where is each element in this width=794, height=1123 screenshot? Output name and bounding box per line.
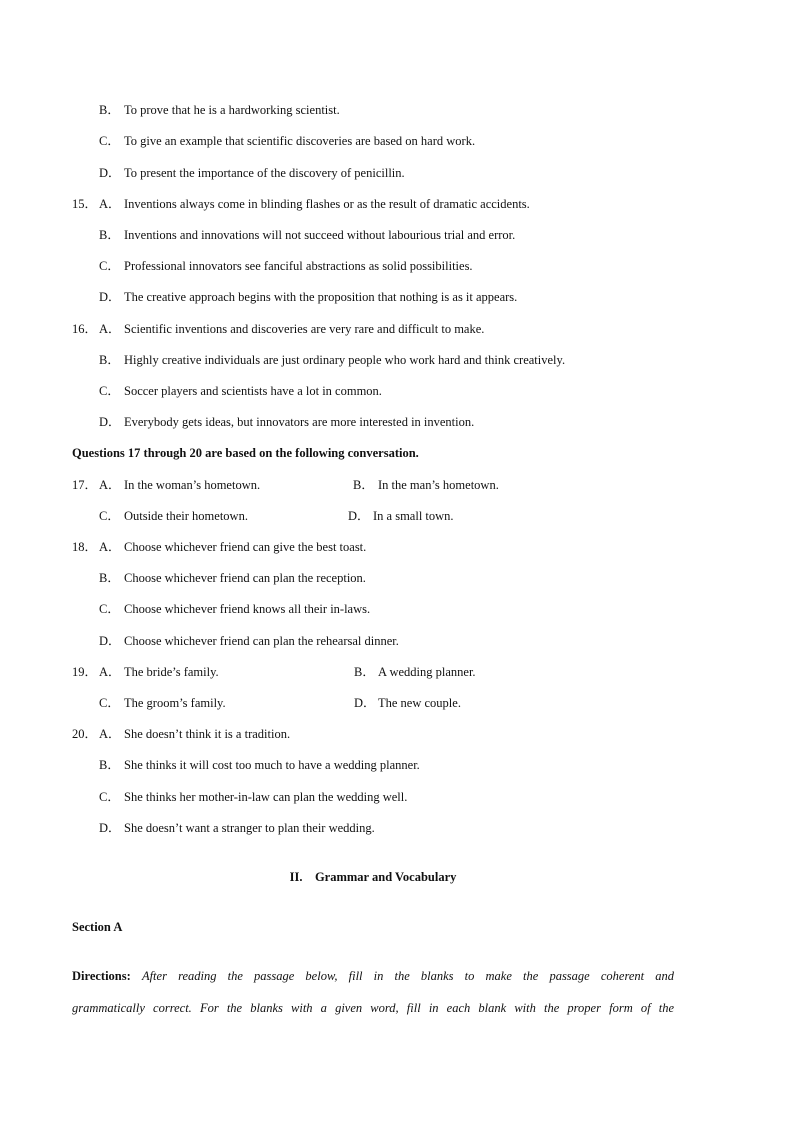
option-letter: A．: [99, 727, 121, 741]
option-letter: C．: [99, 259, 120, 273]
option-text: The groom’s family.: [124, 696, 226, 710]
option-text: To prove that he is a hardworking scientist.: [124, 103, 340, 117]
option-letter: B．: [99, 758, 120, 772]
question-number: 17．: [72, 478, 98, 492]
option-letter: D．: [354, 696, 376, 710]
option-text: The bride’s family.: [124, 665, 219, 679]
option-letter: B．: [353, 478, 374, 492]
option-text: In the woman’s hometown.: [124, 478, 261, 492]
option-letter: A．: [99, 665, 121, 679]
option-letter: C．: [99, 696, 120, 710]
section-title: II. Grammar and Vocabulary: [289, 870, 457, 884]
option-letter: D．: [99, 290, 121, 304]
option-letter: B．: [354, 665, 375, 679]
question-number: 18．: [72, 540, 98, 554]
section-a-heading: Section A: [72, 920, 123, 934]
option-text: Inventions and innovations will not succeed without labourious trial and error.: [124, 228, 516, 242]
option-text: Outside their hometown.: [124, 509, 248, 523]
option-letter: C．: [99, 790, 120, 804]
option-letter: A．: [99, 478, 121, 492]
option-letter: B．: [99, 103, 120, 117]
question-number: 16．: [72, 322, 98, 336]
option-text: The new couple.: [378, 696, 461, 710]
option-letter: C．: [99, 509, 120, 523]
option-letter: D．: [99, 821, 121, 835]
option-text: Professional innovators see fanciful abstractions as solid possibilities.: [124, 259, 473, 273]
option-letter: C．: [99, 602, 120, 616]
directions-label: Directions:: [72, 969, 131, 983]
option-text: Everybody gets ideas, but innovators are more interested in invention.: [124, 415, 475, 429]
option-letter: D．: [348, 509, 370, 523]
option-letter: D．: [99, 415, 121, 429]
directions-text: After reading the passage below, fill in the blanks to make the passage coherent and: [141, 969, 675, 983]
option-text: She thinks it will cost too much to have a wedding planner.: [124, 758, 420, 772]
question-number: 19．: [72, 665, 98, 679]
option-text: Choose whichever friend can plan the rehearsal dinner.: [124, 634, 399, 648]
option-text: Highly creative individuals are just ordinary people who work hard and think creatively.: [124, 353, 566, 367]
option-text: Inventions always come in blinding flashes or as the result of dramatic accidents.: [124, 197, 530, 211]
option-letter: D．: [99, 166, 121, 180]
question-number: 20．: [72, 727, 98, 741]
option-letter: B．: [99, 228, 120, 242]
directions-line-2: grammatically correct. For the blanks with a given word, fill in each blank with the proper form of the: [72, 1001, 674, 1015]
option-text: In a small town.: [373, 509, 454, 523]
option-letter: A．: [99, 540, 121, 554]
option-text: To give an example that scientific discoveries are based on hard work.: [124, 134, 476, 148]
option-text: She thinks her mother-in-law can plan the wedding well.: [124, 790, 408, 804]
option-text: Choose whichever friend can give the best toast.: [124, 540, 367, 554]
option-letter: C．: [99, 134, 120, 148]
option-letter: A．: [99, 197, 121, 211]
option-text: To present the importance of the discovery of penicillin.: [124, 166, 405, 180]
question-number: 15．: [72, 197, 98, 211]
option-text: The creative approach begins with the proposition that nothing is as it appears.: [124, 290, 518, 304]
option-letter: D．: [99, 634, 121, 648]
option-text: A wedding planner.: [378, 665, 476, 679]
option-text: Soccer players and scientists have a lot in common.: [124, 384, 382, 398]
option-text: Choose whichever friend knows all their in-laws.: [124, 602, 371, 616]
option-letter: B．: [99, 571, 120, 585]
directions-line-1: [72, 969, 674, 984]
conversation-heading: Questions 17 through 20 are based on the following conversation.: [72, 446, 419, 460]
option-text: She doesn’t want a stranger to plan their wedding.: [124, 821, 375, 835]
option-letter: C．: [99, 384, 120, 398]
option-text: In the man’s hometown.: [378, 478, 499, 492]
option-text: She doesn’t think it is a tradition.: [124, 727, 291, 741]
option-letter: A．: [99, 322, 121, 336]
option-text: Choose whichever friend can plan the reception.: [124, 571, 366, 585]
option-text: Scientific inventions and discoveries are very rare and difficult to make.: [124, 322, 485, 336]
option-letter: B．: [99, 353, 120, 367]
